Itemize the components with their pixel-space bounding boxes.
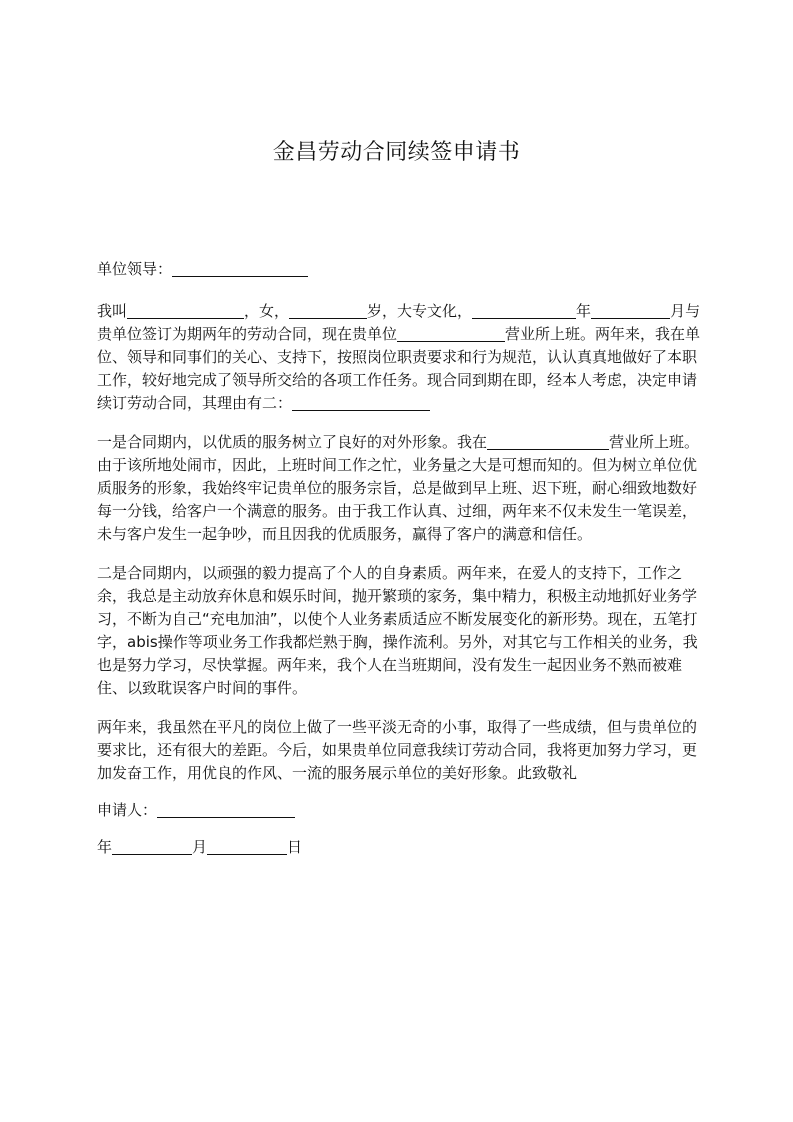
- closing-paragraph: 两年来，我虽然在平凡的岗位上做了一些平淡无奇的小事，取得了一些成绩，但与贵单位的要求比，还有很大的差距。今后，如果贵单位同意我续订劳动合同，我将更加努力学习，更加发奋工作，用优良的作风、一流的服务展示单位的美好形象。此致敬礼: [97, 718, 698, 782]
- intro-text-6: 营业所上班。两年来，我在单位、领导和同事们的关心、支持下，按照岗位职责要求和行为规范，认认真真地做好了本职工作，较好地完成了领导所交给的各项工作任务。现合同到期在即，经本人考虑，决定申请续订劳动合同，其理由有二：: [97, 325, 701, 412]
- reason-blank: [292, 395, 430, 411]
- date-month-blank: [112, 839, 192, 855]
- date-day-blank: [207, 839, 287, 855]
- salutation-line: [97, 258, 707, 281]
- intro-text-3: 岁，大专文化，: [367, 302, 473, 320]
- applicant-signature-blank: [157, 802, 295, 818]
- intro-text-1: 我叫: [97, 302, 128, 320]
- reason-one-text-1: 一是合同期内，以优质的服务树立了良好的对外形象。我在: [97, 433, 488, 451]
- reason-one-paragraph: [97, 431, 707, 546]
- document-body: [97, 258, 707, 859]
- name-blank: [127, 303, 244, 319]
- intro-text-4: 年: [576, 302, 592, 320]
- date-line: [97, 836, 707, 859]
- reason-office-blank: [487, 434, 609, 450]
- office-name-blank: [397, 326, 505, 342]
- intro-text-2: ，女，: [244, 302, 290, 320]
- date-month-label: 月: [192, 838, 208, 856]
- age-blank: [289, 303, 367, 319]
- contract-month-blank: [591, 303, 670, 319]
- date-day-label: 日: [287, 838, 303, 856]
- contract-year-blank: [472, 303, 576, 319]
- date-year-label: 年: [97, 838, 113, 856]
- applicant-label: 申请人：: [97, 801, 158, 819]
- intro-paragraph: [97, 300, 707, 415]
- salutation-label: 单位领导：: [97, 260, 173, 278]
- intro-text-5: 月与贵单位签订为期两年的劳动合同，现在贵单位: [97, 302, 701, 343]
- document-title: 金昌劳动合同续签申请书: [272, 140, 521, 165]
- applicant-line: [97, 799, 707, 822]
- reason-two-paragraph: 二是合同期内，以顽强的毅力提高了个人的自身素质。两年来，在爱人的支持下，工作之余，我总是主动放弃休息和娱乐时间，抛开繁琐的家务，集中精力，积极主动地抓好业务学习，不断为自己“充电加油”，以使个人业务素质适应不断发展变化的新形势。现在，五笔打字，abis操作等项业务工作我都烂熟于胸，操作流利。另外，对其它与工作相关的业务，我也是努力学习，尽快掌握。两年来，我个人在当班期间，没有发生一起因业务不熟而被难住、以致耽误客户时间的事件。: [97, 564, 698, 697]
- recipient-blank: [172, 261, 308, 277]
- reason-one-text-2: 营业所上班。由于该所地处闹市，因此，上班时间工作之忙，业务量之大是可想而知的。但为树立单位优质服务的形象，我始终牢记贵单位的服务宗旨，总是做到早上班、迟下班，耐心细致地数好每一分钱，给客户一个满意的服务。由于我工作认真、过细，两年来不仅未发生一笔误差，未与客户发生一起争吵，而且因我的优质服务，赢得了客户的满意和信任。: [97, 433, 700, 543]
